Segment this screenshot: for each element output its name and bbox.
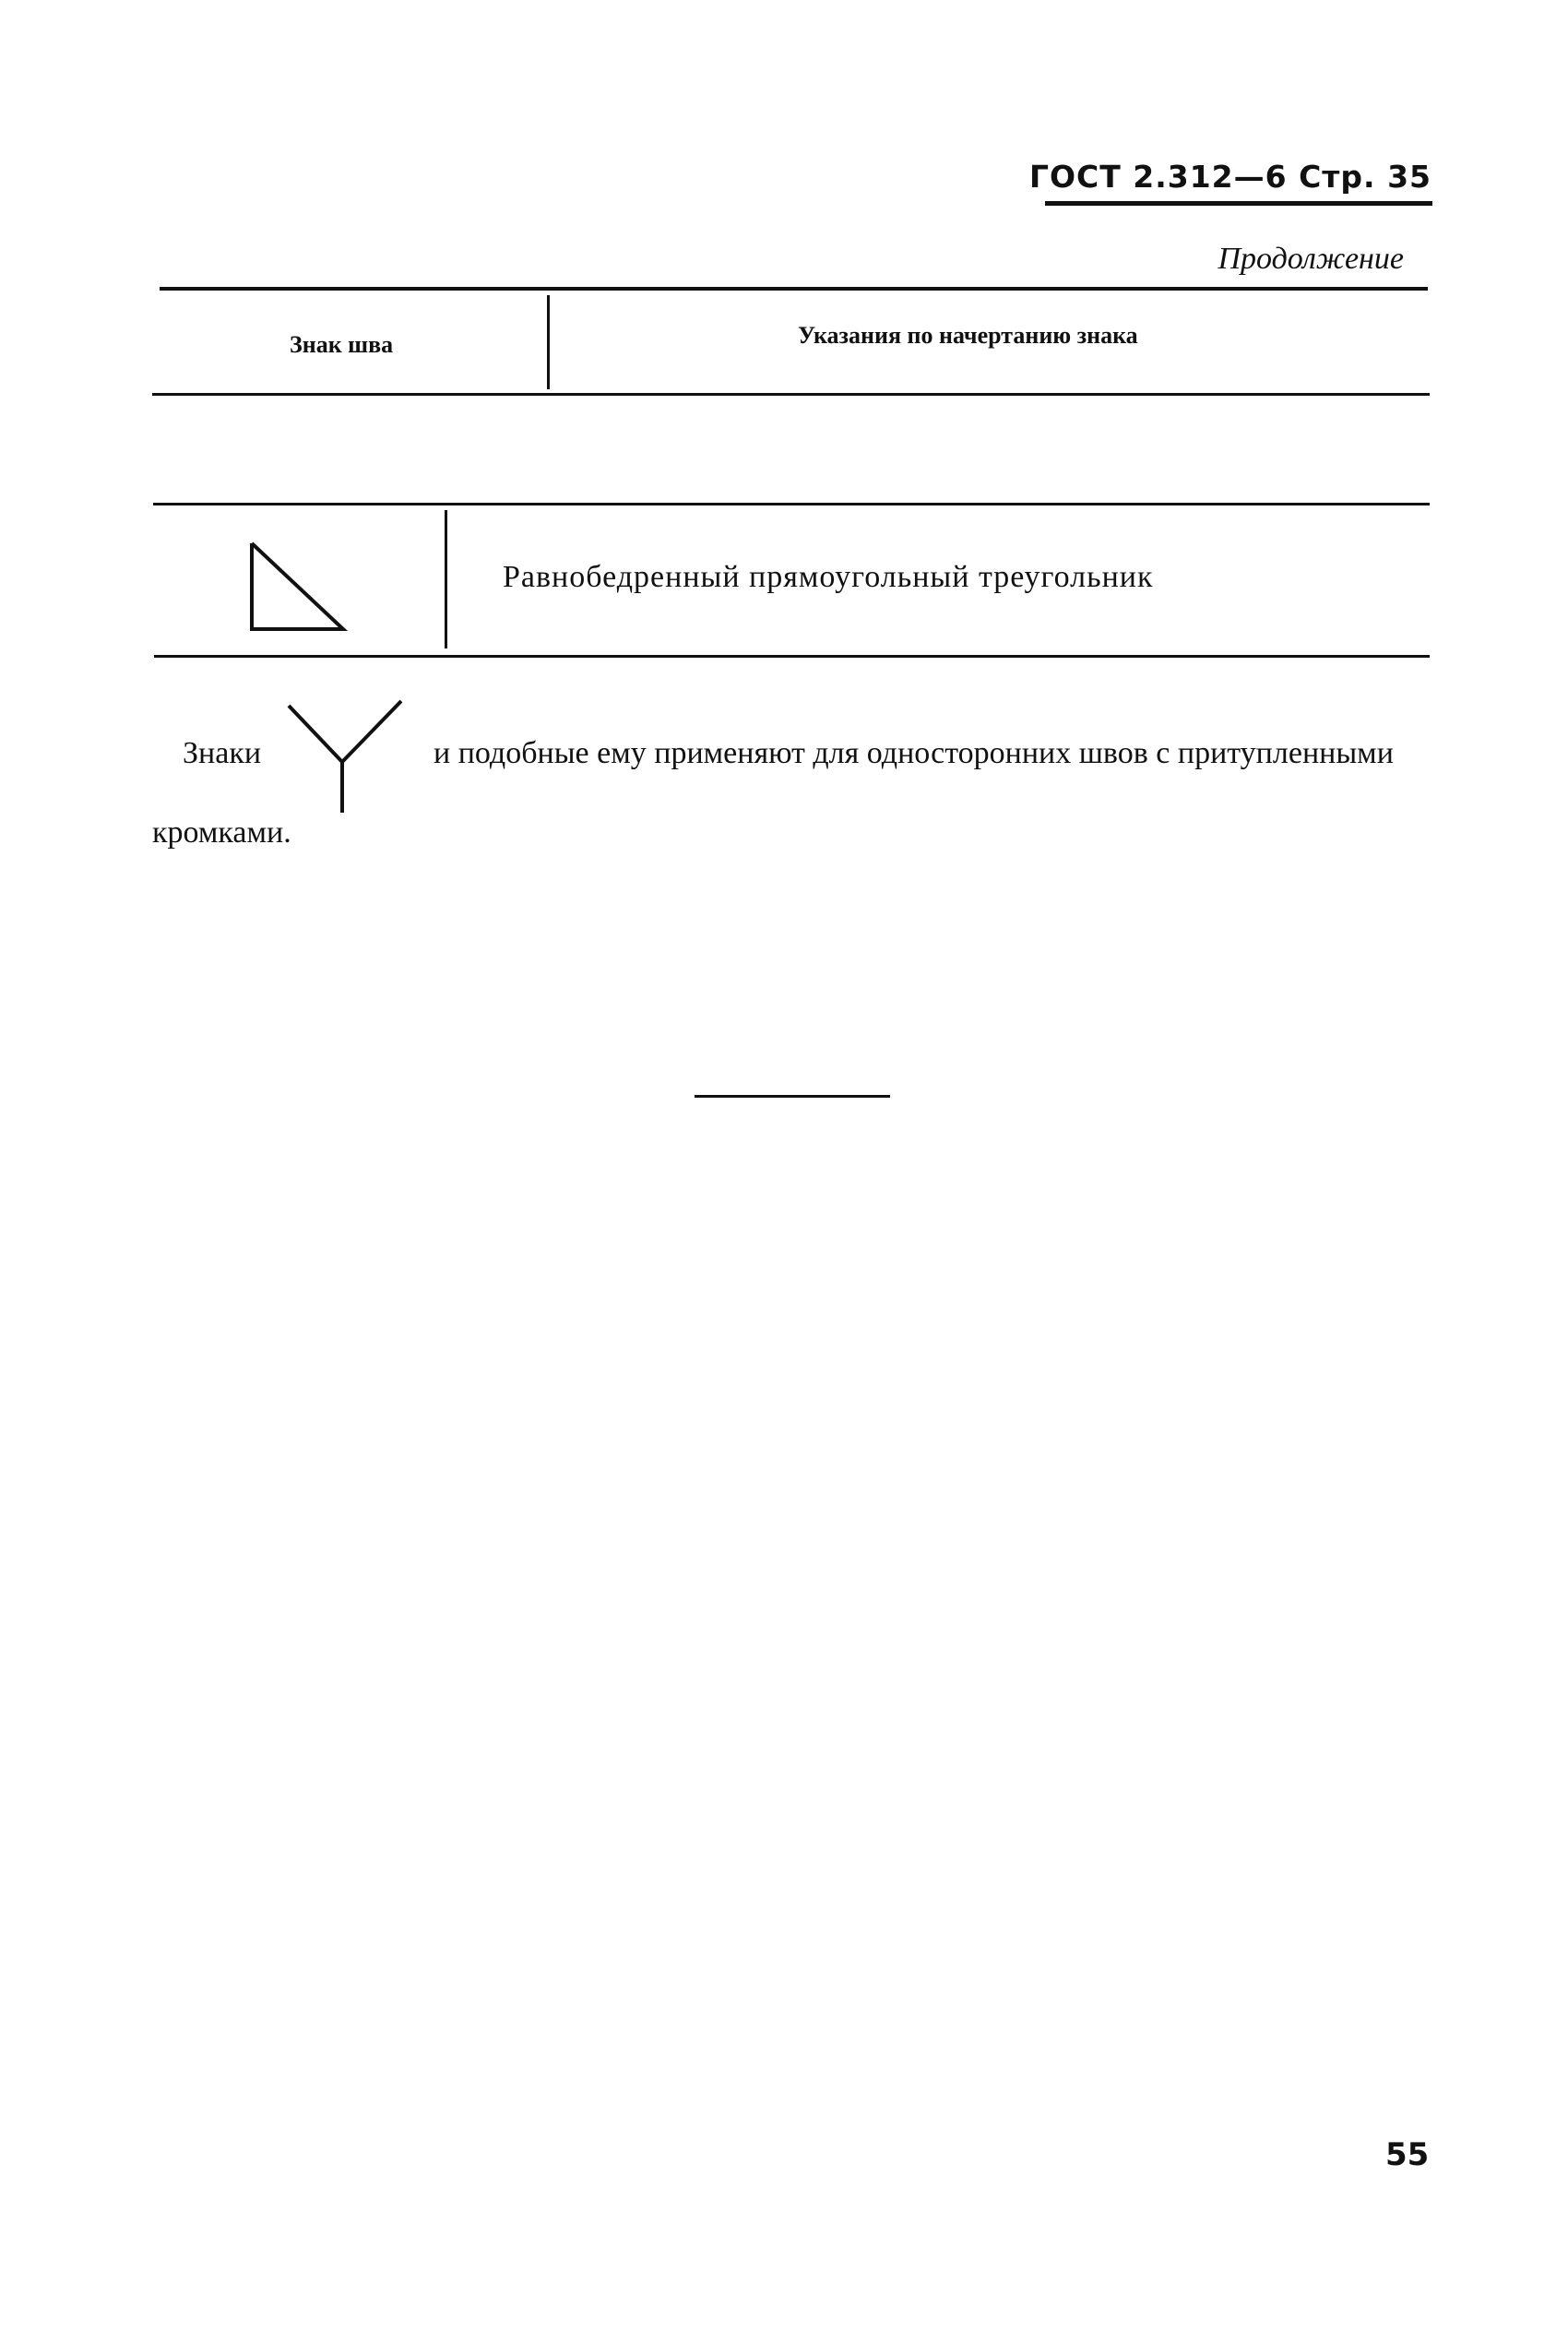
table-row-description: Равнобедренный прямоугольный треугольник: [503, 560, 1154, 594]
table-row-divider: [445, 510, 447, 648]
page-header-title: ГОСТ 2.312—6 Стр. 35: [1028, 159, 1431, 195]
right-triangle-weld-icon: [235, 533, 355, 635]
column-header-instructions: Указания по начертанию знака: [798, 322, 1138, 349]
section-end-rule: [695, 1095, 890, 1098]
y-groove-weld-icon: [286, 696, 406, 816]
column-header-symbol: Знак шва: [290, 331, 394, 358]
table-continuation-label: Продолжение: [1218, 242, 1404, 276]
header-rule: [1045, 201, 1432, 206]
table-bottom-rule: [154, 655, 1430, 658]
table-header-divider: [547, 295, 550, 389]
paragraph-main-text: и подобные ему применяют для односторонних швов с притупленными: [434, 736, 1394, 770]
table-row-top-rule: [153, 503, 1430, 505]
table-header-bottom-rule: [152, 393, 1430, 396]
paragraph-continuation-text: кромками.: [152, 815, 291, 850]
page-number: 55: [1385, 2136, 1430, 2173]
paragraph-lead-text: Знаки: [183, 736, 262, 770]
table-top-rule: [160, 287, 1428, 291]
